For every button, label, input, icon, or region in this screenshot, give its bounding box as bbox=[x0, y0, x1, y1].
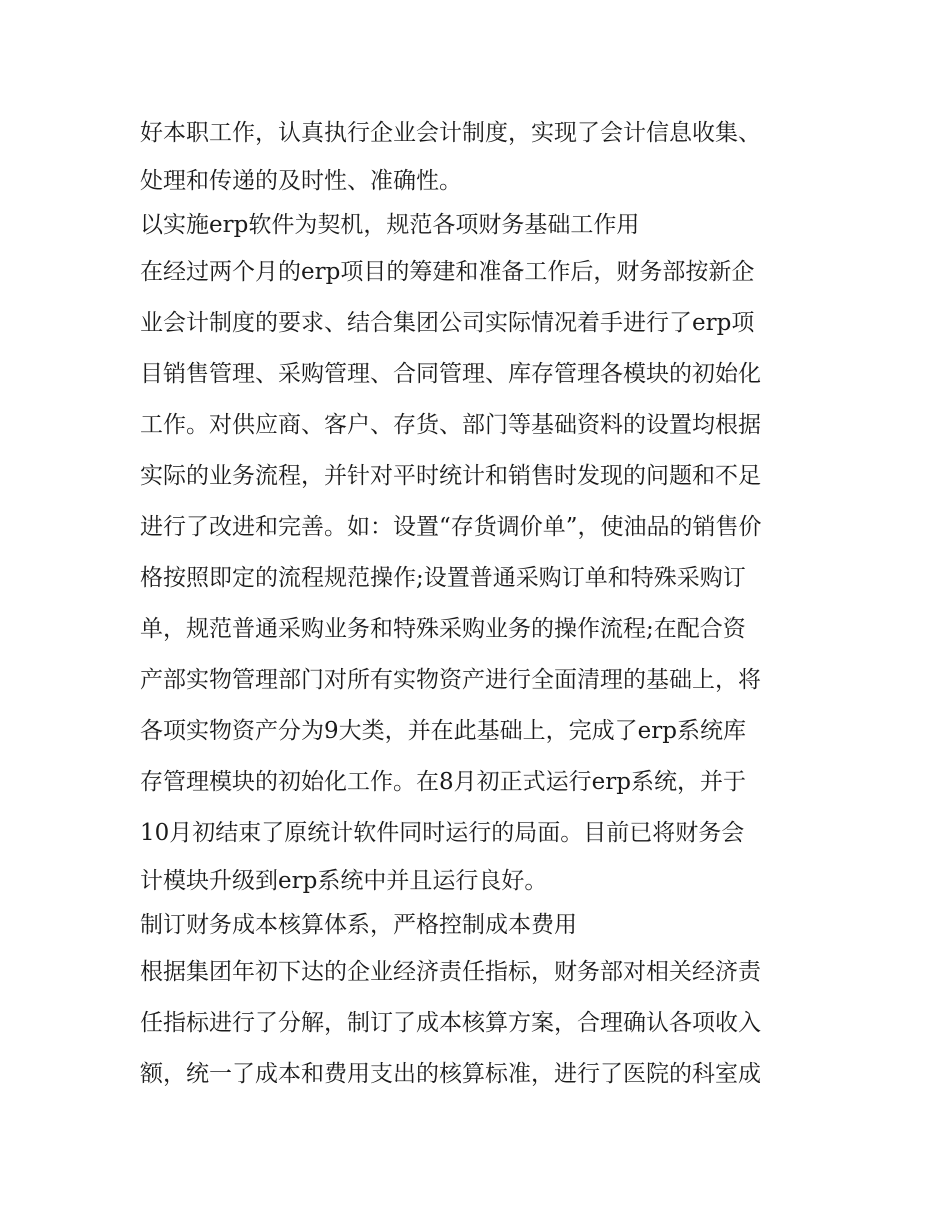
body-text bbox=[140, 108, 820, 1100]
paragraph-line: 产部实物管理部门对所有实物资产进行全面清理的基础上，将 bbox=[140, 667, 761, 693]
paragraph-line: 目销售管理、采购管理、合同管理、库存管理各模块的初始化 bbox=[140, 361, 761, 387]
paragraph-line: 业会计制度的要求、结合集团公司实际情况着手进行了erp项 bbox=[140, 310, 755, 336]
paragraph-line: 单，规范普通采购业务和特殊采购业务的操作流程;在配合资 bbox=[140, 616, 746, 642]
paragraph-line: 工作。对供应商、客户、存货、部门等基础资料的设置均根据 bbox=[140, 412, 761, 438]
paragraph-line: 任指标进行了分解，制订了成本核算方案，合理确认各项收入 bbox=[140, 1010, 761, 1036]
paragraph-line: 处理和传递的及时性、准确性。 bbox=[140, 168, 462, 194]
paragraph-line: 根据集团年初下达的企业经济责任指标，财务部对相关经济责 bbox=[140, 959, 761, 985]
paragraph-line: 在经过两个月的erp项目的筹建和准备工作后，财务部按新企 bbox=[140, 259, 755, 285]
paragraph-line: 计模块升级到erp系统中并且运行良好。 bbox=[140, 868, 548, 894]
section-heading: 以实施erp软件为契机，规范各项财务基础工作用 bbox=[140, 212, 640, 238]
paragraph-line: 10月初结束了原统计软件同时运行的局面。目前已将财务会 bbox=[140, 820, 745, 846]
section-heading: 制订财务成本核算体系，严格控制成本费用 bbox=[140, 912, 577, 938]
paragraph-line: 格按照即定的流程规范操作;设置普通采购订单和特殊采购订 bbox=[140, 565, 746, 591]
paragraph-line: 进行了改进和完善。如：设置“存货调价单”，使油品的销售价 bbox=[140, 514, 762, 540]
paragraph-line: 好本职工作，认真执行企业会计制度，实现了会计信息收集、 bbox=[140, 120, 761, 146]
paragraph-line: 存管理模块的初始化工作。在8月初正式运行erp系统，并于 bbox=[140, 769, 746, 795]
paragraph-line: 各项实物资产分为9大类，并在此基础上，完成了erp系统库 bbox=[140, 718, 746, 744]
paragraph-line: 实际的业务流程，并针对平时统计和销售时发现的问题和不足 bbox=[140, 463, 761, 489]
paragraph-line: 额，统一了成本和费用支出的核算标准，进行了医院的科室成 bbox=[140, 1061, 761, 1087]
